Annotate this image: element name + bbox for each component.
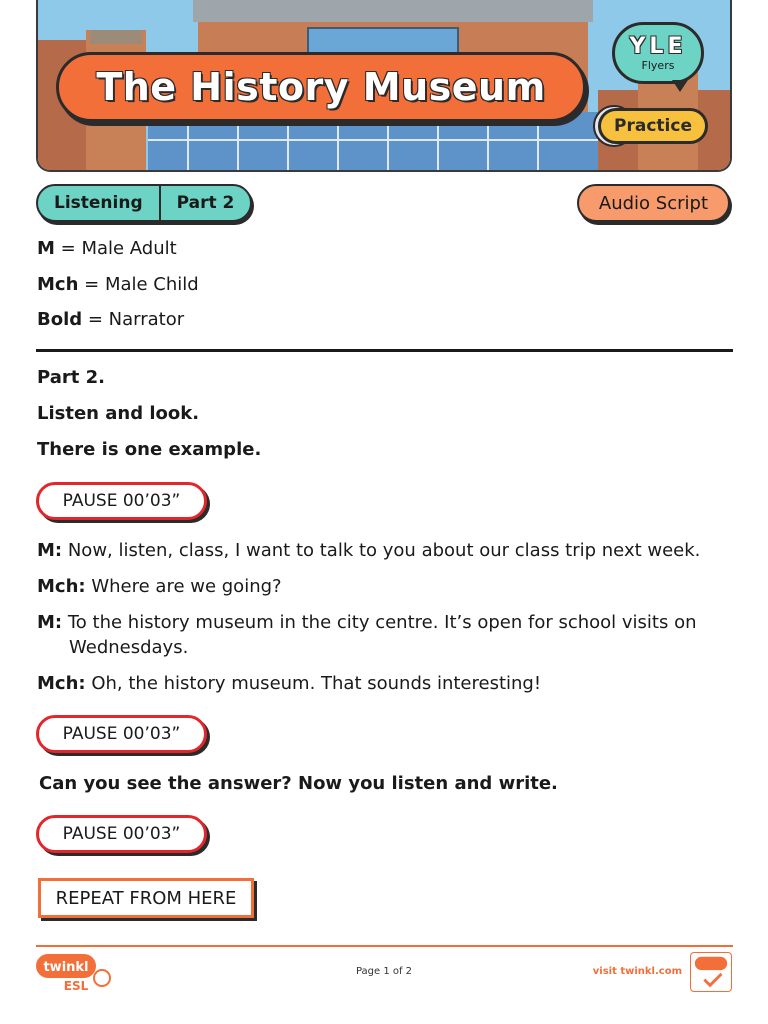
dialog-text: Now, listen, class, I want to talk to you about our class trip next week. xyxy=(62,540,701,561)
key-term: Bold xyxy=(37,309,83,330)
practice-badge: Practice xyxy=(598,108,708,144)
key-line-bold xyxy=(37,308,184,332)
dialog-continuation: Wednesdays. xyxy=(69,637,189,658)
repeat-marker: REPEAT FROM HERE xyxy=(38,878,254,918)
dialog-line xyxy=(37,671,737,696)
intro-part xyxy=(37,366,105,390)
logo-bottom-text: ESL xyxy=(63,979,89,993)
intro-listen xyxy=(37,402,199,426)
audio-script-label: Audio Script xyxy=(577,184,730,222)
key-line-mch xyxy=(37,273,199,297)
key-meaning: Male Child xyxy=(104,274,199,295)
key-term: Mch xyxy=(37,274,79,295)
prompt-text: Can you see the answer? Now you listen and write. xyxy=(39,773,558,794)
pause-marker: PAUSE 00’03” xyxy=(36,815,207,853)
key-sep: = xyxy=(78,274,105,295)
pause-marker: PAUSE 00’03” xyxy=(36,482,207,520)
pause-marker: PAUSE 00’03” xyxy=(36,715,207,753)
intro-part-text: Part 2. xyxy=(37,367,105,388)
speaker-label: Mch: xyxy=(37,576,86,597)
intro-example xyxy=(37,438,261,462)
dialog-text: Oh, the history museum. That sounds interesting! xyxy=(85,673,542,694)
dialog-text: To the history museum in the city centre. It’s open for school visits on xyxy=(62,612,697,633)
speech-tail-icon xyxy=(672,80,688,92)
key-line-m xyxy=(37,237,177,261)
prompt-line xyxy=(39,772,558,796)
dialog-line xyxy=(37,574,737,599)
key-meaning: Male Adult xyxy=(81,238,177,259)
dialog-line xyxy=(37,538,737,563)
page-number: Page 1 of 2 xyxy=(355,966,413,977)
yle-label: YLE xyxy=(629,33,687,59)
footer-divider xyxy=(36,945,733,947)
tab-part: Part 2 xyxy=(176,193,235,213)
section-divider xyxy=(36,349,733,352)
dialog-line xyxy=(37,610,737,660)
yle-flyers-badge xyxy=(612,22,704,84)
page-title xyxy=(56,52,586,122)
intro-example-text: There is one example. xyxy=(37,439,262,460)
intro-listen-text: Listen and look. xyxy=(37,403,200,424)
quality-seal-icon xyxy=(690,952,732,992)
speaker-label: Mch: xyxy=(37,673,86,694)
logo-top-text: twinkl xyxy=(43,960,89,975)
key-meaning: Narrator xyxy=(108,309,185,330)
speaker-label: M: xyxy=(37,540,63,561)
flyers-label: Flyers xyxy=(641,58,675,72)
dialog-text: Where are we going? xyxy=(85,576,282,597)
key-term: M xyxy=(37,238,55,259)
speaker-label: M: xyxy=(37,612,63,633)
section-tabs xyxy=(36,184,252,222)
key-sep: = xyxy=(82,309,109,330)
tab-listening: Listening xyxy=(54,193,143,213)
page-title-text: The History Museum xyxy=(96,65,546,109)
key-sep: = xyxy=(54,238,82,259)
visit-link[interactable]: visit twinkl.com xyxy=(592,966,682,977)
